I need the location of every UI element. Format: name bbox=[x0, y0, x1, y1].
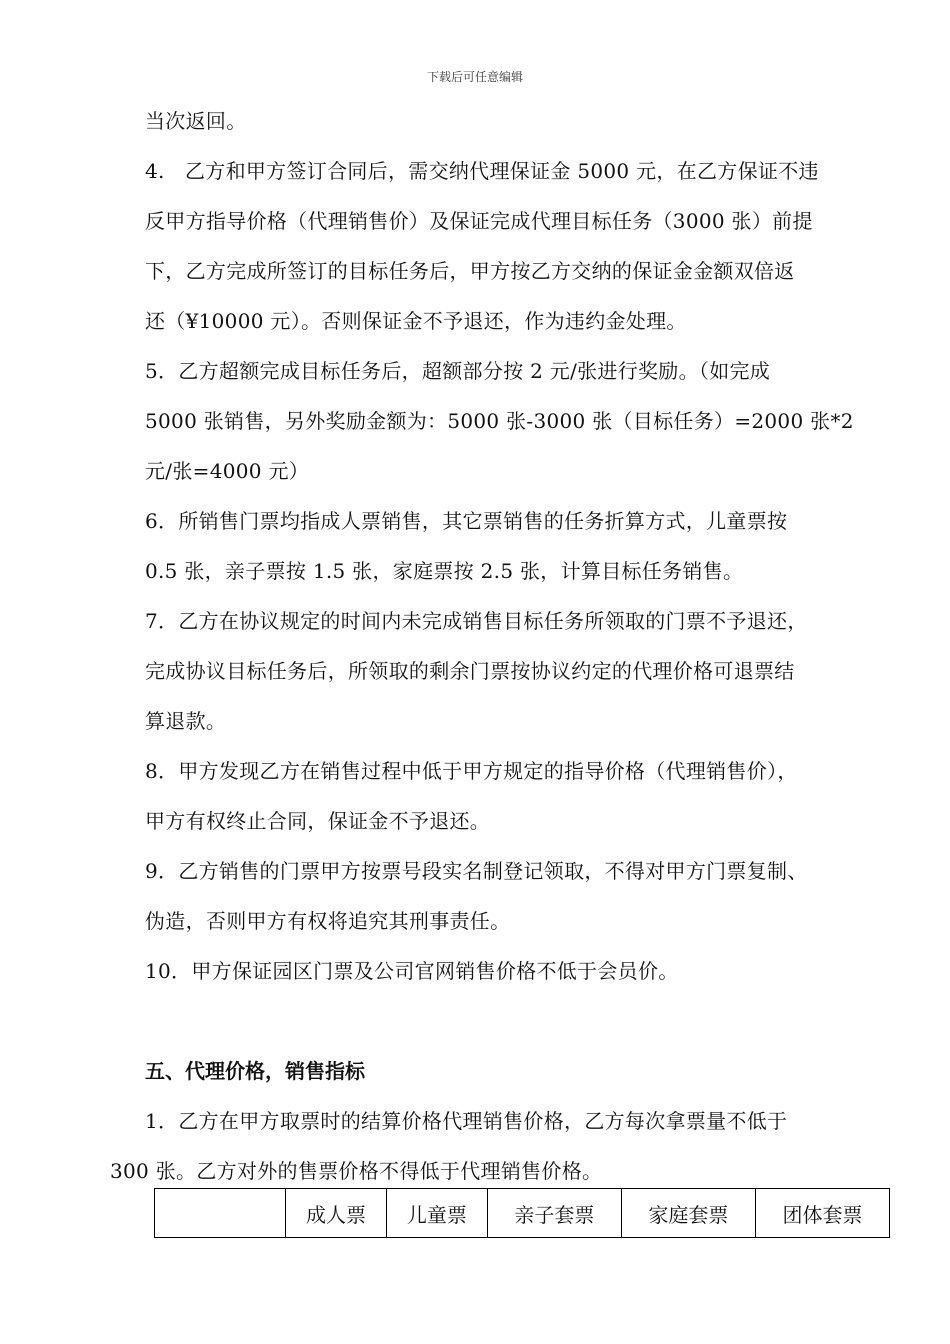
paragraph-line: 算退款。 bbox=[145, 709, 227, 733]
paragraph-line: 7．乙方在协议规定的时间内未完成销售目标任务所领取的门票不予退还， bbox=[145, 609, 808, 633]
paragraph-line: 甲方有权终止合同，保证金不予退还。 bbox=[145, 809, 491, 833]
paragraph-line: 完成协议目标任务后，所领取的剩余门票按协议约定的代理价格可退票结 bbox=[145, 659, 795, 683]
page-header: 下载后可任意编辑 bbox=[426, 70, 523, 84]
paragraph-line: 1．乙方在甲方取票时的结算价格代理销售价格，乙方每次拿票量不低于 bbox=[145, 1109, 788, 1133]
table-header-cell: 儿童票 bbox=[386, 1189, 487, 1238]
paragraph-line: 8．甲方发现乙方在销售过程中低于甲方规定的指导价格（代理销售价）， bbox=[145, 759, 798, 783]
table-header-cell: 家庭套票 bbox=[621, 1189, 755, 1238]
paragraph-line: 当次返回。 bbox=[145, 109, 247, 133]
spacer bbox=[145, 996, 885, 1046]
table-header-row bbox=[155, 1189, 890, 1238]
paragraph-line: 9．乙方销售的门票甲方按票号段实名制登记领取，不得对甲方门票复制、 bbox=[145, 859, 808, 883]
section-heading: 五、代理价格，销售指标 bbox=[145, 1059, 365, 1083]
paragraph-line: 元/张=4000 元） bbox=[145, 459, 310, 483]
paragraph-line: 0.5 张，亲子票按 1.5 张，家庭票按 2.5 张，计算目标任务销售。 bbox=[145, 559, 744, 583]
table-header-cell bbox=[155, 1189, 286, 1238]
paragraph-line: 5．乙方超额完成目标任务后，超额部分按 2 元/张进行奖励。（如完成 bbox=[145, 359, 771, 383]
paragraph-line: 反甲方指导价格（代理销售价）及保证完成代理目标任务（3000 张）前提 bbox=[145, 209, 813, 233]
paragraph-line: 还（¥10000 元）。否则保证金不予退还，作为违约金处理。 bbox=[145, 309, 687, 333]
paragraph-line: 10．甲方保证园区门票及公司官网销售价格不低于会员价。 bbox=[145, 959, 679, 983]
paragraph-line: 4. 乙方和甲方签订合同后，需交纳代理保证金 5000 元，在乙方保证不违 bbox=[145, 159, 819, 183]
table-header-cell: 成人票 bbox=[286, 1189, 387, 1238]
price-table bbox=[154, 1188, 890, 1238]
document-body bbox=[110, 96, 885, 1196]
table-header-cell: 团体套票 bbox=[755, 1189, 889, 1238]
paragraph-line: 300 张。乙方对外的售票价格不得低于代理销售价格。 bbox=[110, 1159, 603, 1183]
paragraph-line: 5000 张销售，另外奖励金额为：5000 张-3000 张（目标任务）=2000 张*2 bbox=[145, 409, 854, 433]
table-header-cell: 亲子套票 bbox=[487, 1189, 621, 1238]
paragraph-line: 下，乙方完成所签订的目标任务后，甲方按乙方交纳的保证金金额双倍返 bbox=[145, 259, 795, 283]
paragraph-line: 6．所销售门票均指成人票销售，其它票销售的任务折算方式，儿童票按 bbox=[145, 509, 788, 533]
paragraph-line: 伪造，否则甲方有权将追究其刑事责任。 bbox=[145, 909, 511, 933]
